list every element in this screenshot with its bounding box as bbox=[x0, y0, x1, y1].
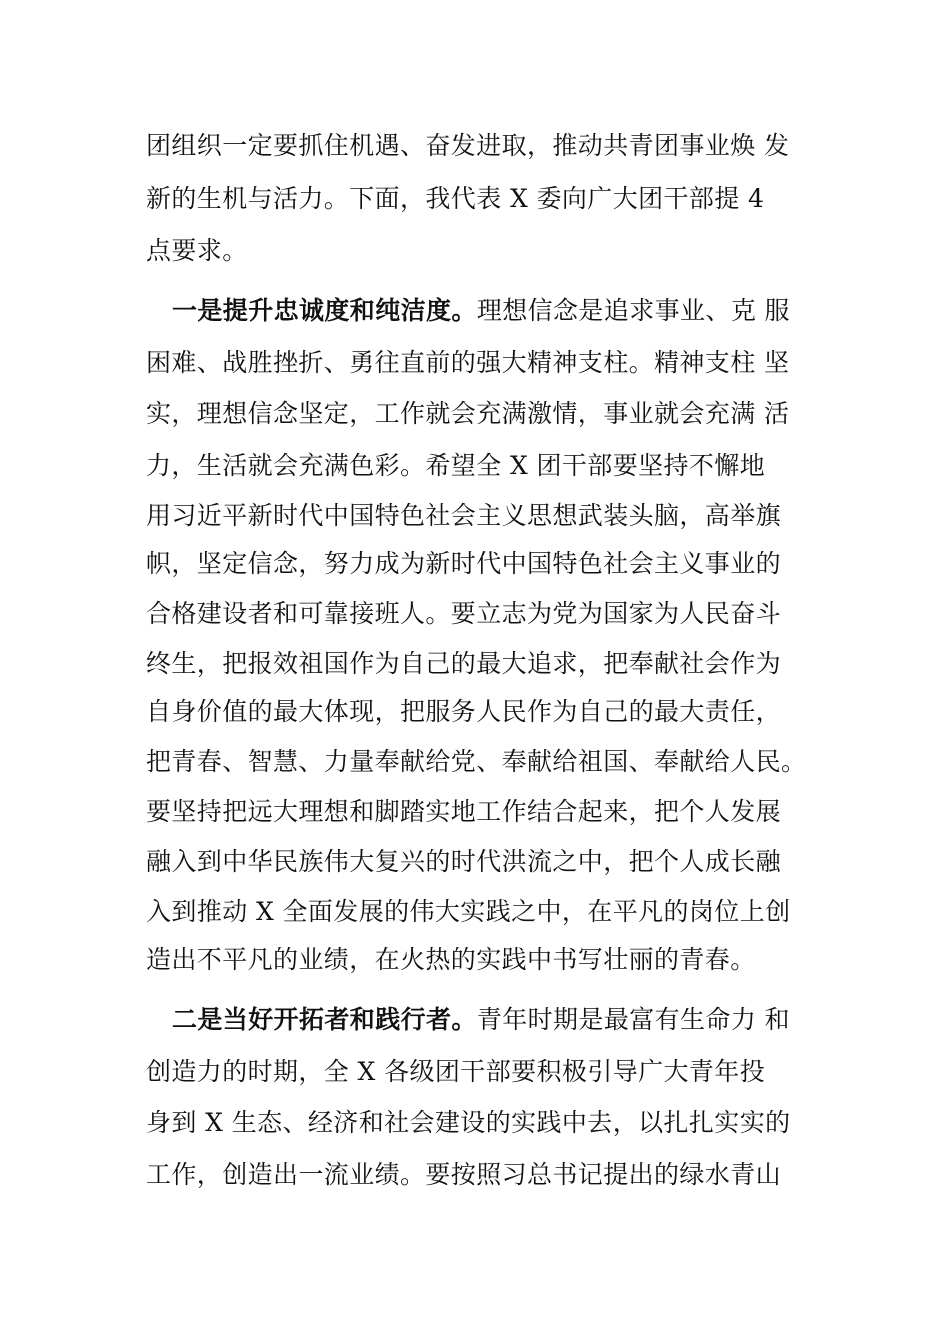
text-line: 合格建设者和可靠接班人。要立志为党为国家为人民奋斗 bbox=[146, 599, 782, 628]
text-line: 二是当好开拓者和践行者。青年时期是最富有生命力 和 bbox=[172, 1005, 790, 1034]
text-line: 点要求。 bbox=[146, 236, 248, 265]
paragraph-heading: 一是提升忠诚度和纯洁度。 bbox=[172, 296, 477, 325]
text-line: 困难、战胜挫折、勇往直前的强大精神支柱。精神支柱 坚 bbox=[146, 348, 790, 377]
text-line: 团组织一定要抓住机遇、奋发进取，推动共青团事业焕 发 bbox=[146, 131, 790, 160]
text-line: 把青春、智慧、力量奉献给党、奉献给祖国、奉献给人民。 bbox=[146, 747, 806, 776]
text-line: 用习近平新时代中国特色社会主义思想武装头脑，高举旗 bbox=[146, 501, 782, 530]
text-line: 一是提升忠诚度和纯洁度。理想信念是追求事业、克 服 bbox=[172, 296, 790, 325]
text-line: 入到推动 X 全面发展的伟大实践之中，在平凡的岗位上创 bbox=[146, 897, 791, 926]
text-line: 实，理想信念坚定，工作就会充满激情，事业就会充满 活 bbox=[146, 399, 790, 428]
text-line: 自身价值的最大体现，把服务人民作为自己的最大责任， bbox=[146, 697, 782, 726]
text-line: 创造力的时期，全 X 各级团干部要积极引导广大青年投 bbox=[146, 1057, 766, 1086]
text-line: 造出不平凡的业绩，在火热的实践中书写壮丽的青春。 bbox=[146, 945, 756, 974]
text-line: 力，生活就会充满色彩。希望全 X 团干部要坚持不懈地 bbox=[146, 451, 766, 480]
paragraph-heading: 二是当好开拓者和践行者。 bbox=[172, 1005, 477, 1034]
text-line: 身到 X 生态、经济和社会建设的实践中去，以扎扎实实的 bbox=[146, 1108, 791, 1137]
text-line: 终生，把报效祖国作为自己的最大追求，把奉献社会作为 bbox=[146, 649, 782, 678]
text-line: 融入到中华民族伟大复兴的时代洪流之中，把个人成长融 bbox=[146, 847, 782, 876]
text-line: 工作，创造出一流业绩。要按照习总书记提出的绿水青山 bbox=[146, 1160, 782, 1189]
text-line: 要坚持把远大理想和脚踏实地工作结合起来，把个人发展 bbox=[146, 797, 782, 826]
text-line: 新的生机与活力。下面，我代表 X 委向广大团干部提 4 bbox=[146, 184, 765, 213]
text-line: 帜，坚定信念，努力成为新时代中国特色社会主义事业的 bbox=[146, 549, 782, 578]
